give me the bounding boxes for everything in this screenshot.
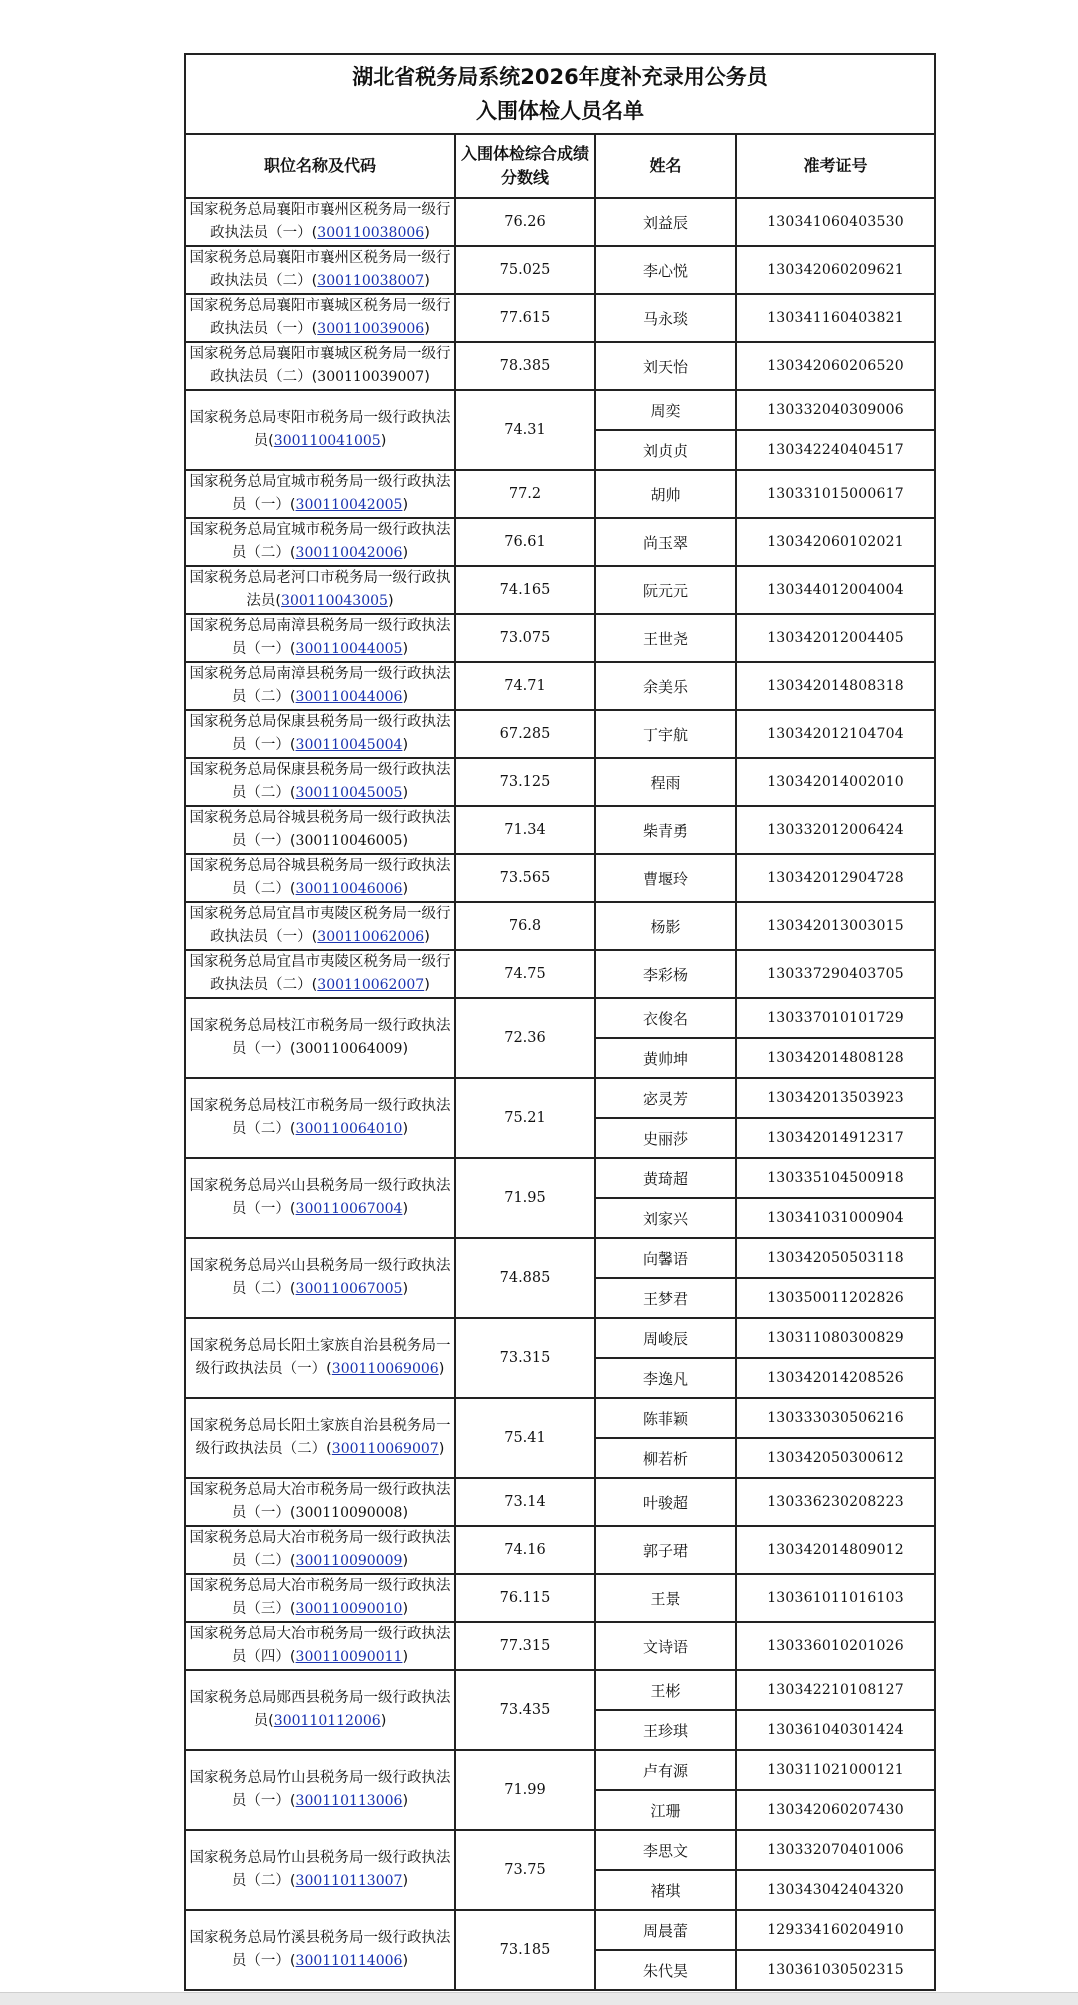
table-row	[185, 1238, 935, 1278]
position-cell	[185, 1830, 455, 1910]
exam-id: 130344012004004	[736, 566, 935, 614]
exam-id: 130342060207430	[736, 1790, 935, 1830]
position-code-link[interactable]: 300110045005	[295, 785, 403, 801]
exam-id: 130342014912317	[736, 1118, 935, 1158]
position-name: 国家税务总局枝江市税务局一级行政执法员（二）(	[189, 1098, 451, 1137]
document-page	[184, 53, 934, 1991]
candidate-name: 阮元元	[595, 566, 736, 614]
position-cell	[185, 1078, 455, 1158]
candidate-name: 曹堰玲	[595, 854, 736, 902]
position-name: 国家税务总局竹山县税务局一级行政执法员（一）(	[189, 1770, 451, 1809]
table-row	[185, 342, 935, 390]
position-cell	[185, 1318, 455, 1398]
table-row	[185, 1670, 935, 1710]
score-cell: 71.95	[455, 1158, 595, 1238]
table-row	[185, 390, 935, 430]
score-cell: 76.8	[455, 902, 595, 950]
candidate-name: 宓灵芳	[595, 1078, 736, 1118]
page-bottom-edge	[0, 1992, 1078, 2005]
exam-id: 130342060102021	[736, 518, 935, 566]
candidate-name: 史丽莎	[595, 1118, 736, 1158]
exam-id: 130343042404320	[736, 1870, 935, 1910]
exam-id: 130337290403705	[736, 950, 935, 998]
score-cell: 73.075	[455, 614, 595, 662]
candidate-name: 陈菲颖	[595, 1398, 736, 1438]
exam-id: 130333030506216	[736, 1398, 935, 1438]
position-code-close: )	[438, 1441, 445, 1457]
position-cell	[185, 950, 455, 998]
position-code-close: )	[402, 497, 409, 513]
exam-id: 130337010101729	[736, 998, 935, 1038]
position-name: 国家税务总局宜城市税务局一级行政执法员（一）(	[189, 474, 451, 513]
position-code-close: )	[402, 785, 409, 801]
exam-id: 130342012104704	[736, 710, 935, 758]
position-cell	[185, 518, 455, 566]
position-code-close: )	[402, 1201, 409, 1217]
position-name: 国家税务总局襄阳市襄城区税务局一级行政执法员（一）(	[189, 298, 451, 337]
header-score: 入围体检综合成绩分数线	[455, 134, 595, 198]
candidate-name: 程雨	[595, 758, 736, 806]
table-row	[185, 294, 935, 342]
position-code-link[interactable]: 300110045004	[295, 737, 403, 753]
score-cell: 77.615	[455, 294, 595, 342]
position-code-close: )	[402, 1553, 409, 1569]
candidate-name: 周晨蕾	[595, 1910, 736, 1950]
score-cell: 67.285	[455, 710, 595, 758]
exam-id: 130331015000617	[736, 470, 935, 518]
position-cell	[185, 1622, 455, 1670]
position-code-close: )	[402, 1873, 409, 1889]
table-row	[185, 1574, 935, 1622]
position-code-link[interactable]: 300110112006	[273, 1713, 381, 1729]
position-name: 国家税务总局枣阳市税务局一级行政执法员(	[189, 410, 451, 449]
position-name: 国家税务总局谷城县税务局一级行政执法员（二）(	[189, 858, 451, 897]
position-code-link[interactable]: 300110113007	[295, 1873, 403, 1889]
position-code-close: )	[424, 929, 430, 945]
table-row	[185, 998, 935, 1038]
table-row	[185, 470, 935, 518]
position-code-close: )	[402, 641, 409, 657]
position-name: 国家税务总局竹山县税务局一级行政执法员（二）(	[189, 1850, 451, 1889]
exam-id: 130311080300829	[736, 1318, 935, 1358]
exam-id: 130332070401006	[736, 1830, 935, 1870]
position-code-close: )	[380, 1713, 387, 1729]
exam-id: 130342014002010	[736, 758, 935, 806]
exam-id: 130332012006424	[736, 806, 935, 854]
exam-id: 130361011016103	[736, 1574, 935, 1622]
table-row	[185, 1478, 935, 1526]
exam-id: 130341160403821	[736, 294, 935, 342]
position-code-link[interactable]: 300110044005	[295, 641, 403, 657]
score-cell: 78.385	[455, 342, 595, 390]
candidate-name: 朱代昊	[595, 1950, 736, 1990]
score-cell: 74.165	[455, 566, 595, 614]
position-cell	[185, 1398, 455, 1478]
table-body	[185, 198, 935, 1990]
position-code-close: )	[424, 273, 430, 289]
score-cell: 74.75	[455, 950, 595, 998]
page-title	[185, 54, 935, 134]
position-code-close: )	[424, 369, 430, 385]
position-cell	[185, 710, 455, 758]
position-name: 国家税务总局宜城市税务局一级行政执法员（二）(	[189, 522, 451, 561]
exam-id: 130342014809012	[736, 1526, 935, 1574]
position-cell	[185, 342, 455, 390]
position-code-close: )	[402, 737, 409, 753]
position-name: 国家税务总局保康县税务局一级行政执法员（二）(	[189, 762, 451, 801]
position-code: 300110046005	[295, 833, 403, 849]
header-position: 职位名称及代码	[185, 134, 455, 198]
exam-id: 130342210108127	[736, 1670, 935, 1710]
candidate-name: 杨影	[595, 902, 736, 950]
position-name: 国家税务总局宜昌市夷陵区税务局一级行政执法员（二）(	[189, 954, 451, 993]
position-name: 国家税务总局郧西县税务局一级行政执法员(	[189, 1690, 451, 1729]
position-name: 国家税务总局大冶市税务局一级行政执法员（一）(	[189, 1482, 451, 1521]
exam-id: 130361040301424	[736, 1710, 935, 1750]
exam-id: 130361030502315	[736, 1950, 935, 1990]
exam-id: 130342060206520	[736, 342, 935, 390]
candidate-name: 周奕	[595, 390, 736, 430]
candidate-name: 李彩杨	[595, 950, 736, 998]
position-name: 国家税务总局保康县税务局一级行政执法员（一）(	[189, 714, 451, 753]
position-code-link[interactable]: 300110062007	[317, 977, 425, 993]
table-row	[185, 710, 935, 758]
position-code-close: )	[402, 545, 409, 561]
position-name: 国家税务总局兴山县税务局一级行政执法员（一）(	[189, 1178, 451, 1217]
position-cell	[185, 1238, 455, 1318]
score-cell: 76.61	[455, 518, 595, 566]
position-cell	[185, 854, 455, 902]
candidate-name: 向馨语	[595, 1238, 736, 1278]
table-row	[185, 1830, 935, 1870]
exam-id: 130341060403530	[736, 198, 935, 246]
score-cell: 74.16	[455, 1526, 595, 1574]
exam-id: 130342050503118	[736, 1238, 935, 1278]
candidate-name: 王彬	[595, 1670, 736, 1710]
position-code-link[interactable]: 300110039006	[317, 321, 425, 337]
exam-id: 130342240404517	[736, 430, 935, 470]
title-line-1: 湖北省税务局系统2026年度补充录用公务员	[352, 65, 768, 89]
table-row	[185, 198, 935, 246]
header-exam-id: 准考证号	[736, 134, 935, 198]
score-cell: 73.125	[455, 758, 595, 806]
position-code-close: )	[380, 433, 387, 449]
table-row	[185, 1750, 935, 1790]
table-row	[185, 902, 935, 950]
score-cell: 71.34	[455, 806, 595, 854]
position-name: 国家税务总局襄阳市襄州区税务局一级行政执法员（一）(	[189, 202, 451, 241]
position-code-close: )	[402, 833, 409, 849]
table-row	[185, 806, 935, 854]
position-code-link[interactable]: 300110043005	[281, 593, 388, 609]
position-cell	[185, 390, 455, 470]
position-name: 国家税务总局大冶市税务局一级行政执法员（四）(	[189, 1626, 451, 1665]
exam-id: 130342012904728	[736, 854, 935, 902]
candidate-name: 王珍琪	[595, 1710, 736, 1750]
table-row	[185, 1622, 935, 1670]
candidate-name: 周峻辰	[595, 1318, 736, 1358]
position-cell	[185, 198, 455, 246]
position-code-link[interactable]: 300110044006	[295, 689, 403, 705]
table-row	[185, 662, 935, 710]
position-code: 300110064009	[295, 1041, 403, 1057]
table-row	[185, 1398, 935, 1438]
position-cell	[185, 1478, 455, 1526]
position-code-link[interactable]: 300110067005	[295, 1281, 403, 1297]
position-code-link[interactable]: 300110064010	[295, 1121, 403, 1137]
position-cell	[185, 566, 455, 614]
candidate-name: 余美乐	[595, 662, 736, 710]
position-cell	[185, 1750, 455, 1830]
exam-id: 130341031000904	[736, 1198, 935, 1238]
score-cell: 73.565	[455, 854, 595, 902]
position-name: 国家税务总局长阳土家族自治县税务局一级行政执法员（一）(	[189, 1338, 451, 1377]
position-code-link[interactable]: 300110090011	[295, 1649, 403, 1665]
score-cell: 75.21	[455, 1078, 595, 1158]
candidate-name: 刘天怡	[595, 342, 736, 390]
position-cell	[185, 470, 455, 518]
score-cell: 73.14	[455, 1478, 595, 1526]
score-cell: 72.36	[455, 998, 595, 1078]
candidate-name: 马永琰	[595, 294, 736, 342]
exam-id: 130336230208223	[736, 1478, 935, 1526]
position-cell	[185, 294, 455, 342]
position-name: 国家税务总局宜昌市夷陵区税务局一级行政执法员（一）(	[189, 906, 451, 945]
position-code-close: )	[402, 1281, 409, 1297]
candidate-name: 刘家兴	[595, 1198, 736, 1238]
position-code-link[interactable]: 300110113006	[295, 1793, 403, 1809]
candidate-name: 李心悦	[595, 246, 736, 294]
candidate-table	[184, 53, 936, 1991]
position-name: 国家税务总局兴山县税务局一级行政执法员（二）(	[189, 1258, 451, 1297]
position-code-link[interactable]: 300110042005	[295, 497, 403, 513]
position-cell	[185, 806, 455, 854]
candidate-name: 王景	[595, 1574, 736, 1622]
table-row	[185, 566, 935, 614]
position-cell	[185, 1910, 455, 1990]
table-row	[185, 614, 935, 662]
candidate-name: 柴青勇	[595, 806, 736, 854]
position-name: 国家税务总局谷城县税务局一级行政执法员（一）(	[189, 810, 451, 849]
table-row	[185, 1158, 935, 1198]
position-code-close: )	[438, 1361, 445, 1377]
position-code-close: )	[402, 1953, 409, 1969]
exam-id: 130342014208526	[736, 1358, 935, 1398]
position-code: 300110090008	[295, 1505, 403, 1521]
table-row	[185, 1318, 935, 1358]
table-row	[185, 1078, 935, 1118]
candidate-name: 郭子珺	[595, 1526, 736, 1574]
score-cell: 74.31	[455, 390, 595, 470]
candidate-name: 江珊	[595, 1790, 736, 1830]
position-code-close: )	[402, 1505, 409, 1521]
candidate-name: 王世尧	[595, 614, 736, 662]
position-code-close: )	[402, 1041, 409, 1057]
position-name: 国家税务总局枝江市税务局一级行政执法员（一）(	[189, 1018, 451, 1057]
candidate-name: 文诗语	[595, 1622, 736, 1670]
exam-id: 129334160204910	[736, 1910, 935, 1950]
position-code-close: )	[424, 977, 430, 993]
position-code: 300110039007	[317, 369, 425, 385]
score-cell: 77.315	[455, 1622, 595, 1670]
position-code-link[interactable]: 300110069007	[331, 1441, 439, 1457]
table-row	[185, 854, 935, 902]
position-code-link[interactable]: 300110038006	[317, 225, 425, 241]
position-code-link[interactable]: 300110062006	[317, 929, 425, 945]
score-cell: 71.99	[455, 1750, 595, 1830]
table-row	[185, 1526, 935, 1574]
candidate-name: 尚玉翠	[595, 518, 736, 566]
position-code-close: )	[402, 1793, 409, 1809]
exam-id: 130342012004405	[736, 614, 935, 662]
position-code-link[interactable]: 300110038007	[317, 273, 425, 289]
title-line-2: 入围体检人员名单	[476, 99, 644, 123]
position-code-close: )	[402, 1601, 409, 1617]
score-cell: 74.885	[455, 1238, 595, 1318]
position-code-link[interactable]: 300110046006	[295, 881, 403, 897]
position-cell	[185, 1526, 455, 1574]
position-name: 国家税务总局襄阳市襄城区税务局一级行政执法员（二）(	[189, 346, 451, 385]
candidate-name: 卢有源	[595, 1750, 736, 1790]
score-cell: 75.025	[455, 246, 595, 294]
exam-id: 130342050300612	[736, 1438, 935, 1478]
candidate-name: 丁宇航	[595, 710, 736, 758]
position-name: 国家税务总局南漳县税务局一级行政执法员（二）(	[189, 666, 451, 705]
candidate-name: 褚琪	[595, 1870, 736, 1910]
exam-id: 130332040309006	[736, 390, 935, 430]
score-cell: 75.41	[455, 1398, 595, 1478]
score-cell: 73.75	[455, 1830, 595, 1910]
candidate-name: 衣俊名	[595, 998, 736, 1038]
table-row	[185, 950, 935, 998]
position-code-close: )	[424, 321, 430, 337]
position-cell	[185, 758, 455, 806]
position-name: 国家税务总局老河口市税务局一级行政执法员(	[189, 570, 451, 609]
table-row	[185, 246, 935, 294]
score-cell: 77.2	[455, 470, 595, 518]
exam-id: 130342013503923	[736, 1078, 935, 1118]
position-code-link[interactable]: 300110090010	[295, 1601, 403, 1617]
header-name: 姓名	[595, 134, 736, 198]
candidate-name: 柳若析	[595, 1438, 736, 1478]
candidate-name: 刘益辰	[595, 198, 736, 246]
position-name: 国家税务总局大冶市税务局一级行政执法员（二）(	[189, 1530, 451, 1569]
candidate-name: 李逸凡	[595, 1358, 736, 1398]
score-cell: 73.185	[455, 1910, 595, 1990]
score-cell: 73.315	[455, 1318, 595, 1398]
exam-id: 130342014808318	[736, 662, 935, 710]
position-code-link[interactable]: 300110114006	[295, 1953, 403, 1969]
score-cell: 76.115	[455, 1574, 595, 1622]
position-code-link[interactable]: 300110042006	[295, 545, 403, 561]
position-code-close: )	[402, 1649, 409, 1665]
position-cell	[185, 246, 455, 294]
score-cell: 76.26	[455, 198, 595, 246]
position-cell	[185, 1670, 455, 1750]
position-name: 国家税务总局襄阳市襄州区税务局一级行政执法员（二）(	[189, 250, 451, 289]
candidate-name: 胡帅	[595, 470, 736, 518]
position-code-link[interactable]: 300110090009	[295, 1553, 403, 1569]
candidate-name: 王梦君	[595, 1278, 736, 1318]
position-name: 国家税务总局长阳土家族自治县税务局一级行政执法员（二）(	[189, 1418, 451, 1457]
exam-id: 130335104500918	[736, 1158, 935, 1198]
position-code-close: )	[424, 225, 430, 241]
table-row	[185, 758, 935, 806]
position-cell	[185, 1574, 455, 1622]
position-cell	[185, 614, 455, 662]
candidate-name: 叶骏超	[595, 1478, 736, 1526]
table-row	[185, 518, 935, 566]
exam-id: 130342060209621	[736, 246, 935, 294]
score-cell: 73.435	[455, 1670, 595, 1750]
candidate-name: 黄帅坤	[595, 1038, 736, 1078]
candidate-name: 李思文	[595, 1830, 736, 1870]
position-cell	[185, 998, 455, 1078]
position-cell	[185, 1158, 455, 1238]
position-cell	[185, 662, 455, 710]
candidate-name: 黄琦超	[595, 1158, 736, 1198]
exam-id: 130336010201026	[736, 1622, 935, 1670]
position-code-link[interactable]: 300110067004	[295, 1201, 403, 1217]
position-code-link[interactable]: 300110069006	[331, 1361, 439, 1377]
position-name: 国家税务总局大冶市税务局一级行政执法员（三）(	[189, 1578, 451, 1617]
table-row	[185, 1910, 935, 1950]
exam-id: 130342013003015	[736, 902, 935, 950]
position-code-link[interactable]: 300110041005	[273, 433, 381, 449]
exam-id: 130350011202826	[736, 1278, 935, 1318]
position-code-close: )	[402, 1121, 409, 1137]
score-cell: 74.71	[455, 662, 595, 710]
position-name: 国家税务总局南漳县税务局一级行政执法员（一）(	[189, 618, 451, 657]
position-cell	[185, 902, 455, 950]
position-code-close: )	[402, 689, 409, 705]
position-code-close: )	[387, 593, 394, 609]
exam-id: 130342014808128	[736, 1038, 935, 1078]
exam-id: 130311021000121	[736, 1750, 935, 1790]
position-name: 国家税务总局竹溪县税务局一级行政执法员（一）(	[189, 1930, 451, 1969]
position-code-close: )	[402, 881, 409, 897]
candidate-name: 刘贞贞	[595, 430, 736, 470]
